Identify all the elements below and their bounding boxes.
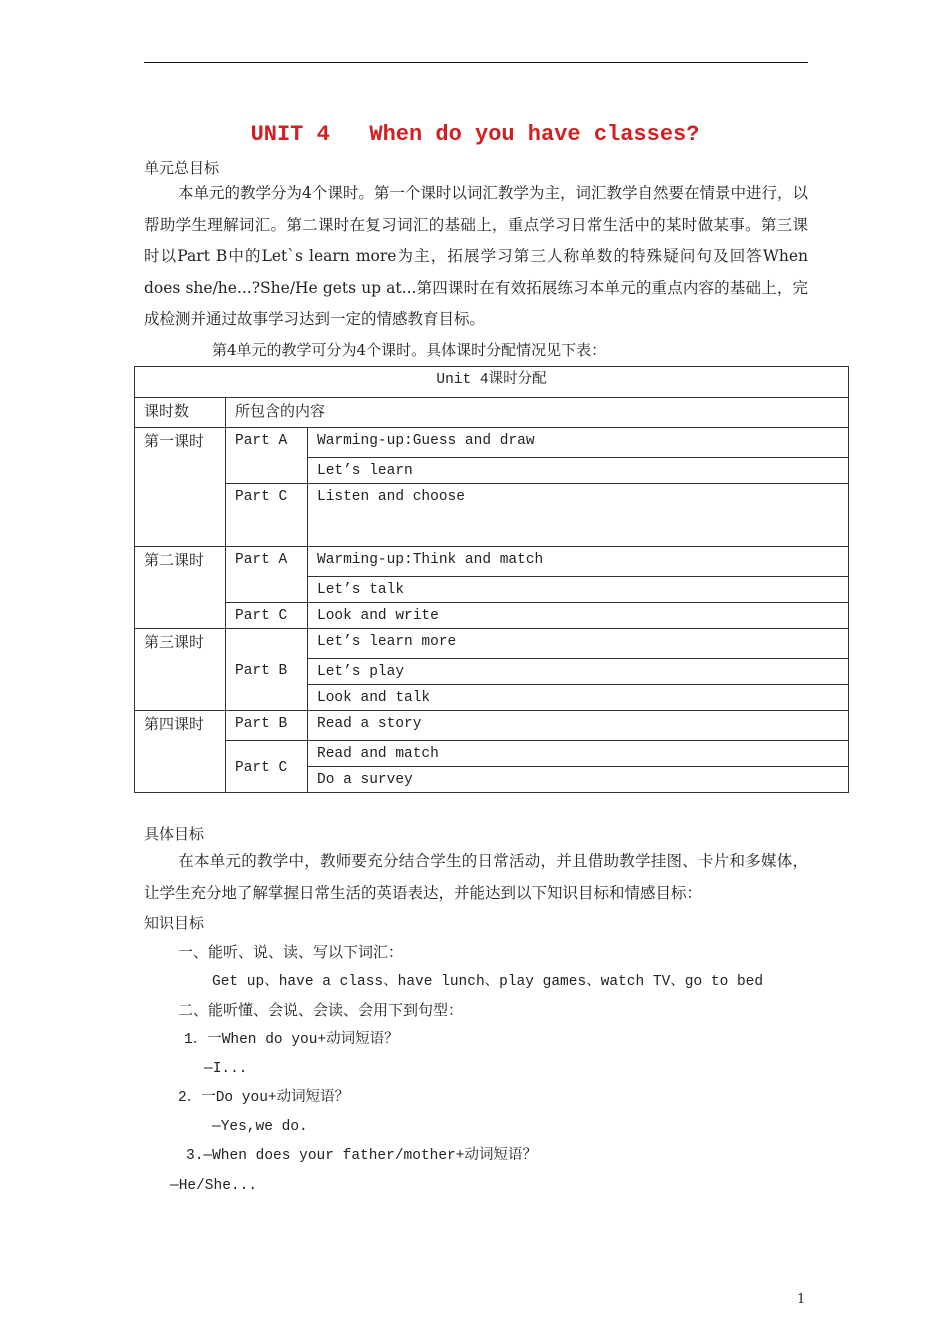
specific-goal-heading: 具体目标 [144, 825, 205, 843]
knowledge-heading: 知识目标 [144, 914, 205, 932]
part-cell: Part C [226, 484, 308, 547]
part-cell: Part C [226, 603, 308, 629]
part-cell: Part B [226, 629, 308, 711]
specific-paragraph-text: 在本单元的教学中，教师要充分结合学生的日常活动，并且借助教学挂图、卡片和多媒体，让学生充分地了解掌握日常生活的英语表达，并能达到以下知识目标和情感目标： [144, 852, 808, 902]
sentence-1-answer: —I... [204, 1061, 248, 1077]
header-rule [144, 62, 808, 63]
content-cell: Let’s talk [308, 577, 849, 603]
vocab-list: Get up、have a class、have lunch、play games、watch TV、go to bed [212, 974, 764, 990]
content-cell: Look and write [308, 603, 849, 629]
intro-paragraph [144, 178, 808, 336]
sentence-2: 2．一Do you+动词短语？ [178, 1090, 350, 1106]
content-cell: Warming-up:Think and match [308, 547, 849, 577]
lesson-3-cell: 第三课时 [135, 629, 226, 711]
vocab-point: 一、能听、说、读、写以下词汇： [178, 943, 404, 961]
lesson-schedule-table [134, 366, 849, 793]
content-cell: Let’s learn [308, 458, 849, 484]
sentence-1: 1．一When do you+动词短语？ [184, 1032, 399, 1048]
header-content: 所包含的内容 [226, 398, 849, 428]
intro-paragraph-text: 本单元的教学分为4个课时。第一个课时以词汇教学为主，词汇教学自然要在情景中进行，以帮助学生理解词汇。第二课时在复习词汇的基础上，重点学习日常生活中的某时做某事。第三课时以Part B中的Let`s learn more为主，拓展学习第三人称单数的特殊疑问句及回答When does she/he...?She/He gets up at...第四课时在有效拓展练习本单元的重点内容的基础上，完成检测并通过故事学习达到一定的情感教育目标。 [144, 184, 808, 328]
lesson-2-cell: 第二课时 [135, 547, 226, 629]
content-cell: Read and match [308, 741, 849, 767]
lesson-1-cell: 第一课时 [135, 428, 226, 547]
sentence-point: 二、能听懂、会说、会读、会用下到句型： [178, 1001, 464, 1019]
content-cell: Do a survey [308, 767, 849, 793]
page-title: UNIT 4 When do you have classes? [250, 122, 700, 147]
part-cell: Part B [226, 711, 308, 741]
content-cell: Look and talk [308, 685, 849, 711]
header-lesson: 课时数 [135, 398, 226, 428]
part-cell: Part C [226, 741, 308, 793]
content-cell: Let’s play [308, 659, 849, 685]
content-cell: Warming-up:Guess and draw [308, 428, 849, 458]
specific-paragraph [144, 846, 808, 909]
sentence-3-answer: —He/She... [170, 1178, 258, 1194]
sentence-2-answer: —Yes,we do. [212, 1119, 308, 1135]
sentence-3: 3.—When does your father/mother+动词短语？ [186, 1148, 537, 1164]
table-intro: 第4单元的教学可分为4个课时。具体课时分配情况见下表： [212, 341, 607, 359]
content-cell: Read a story [308, 711, 849, 741]
content-cell: Listen and choose [308, 484, 849, 547]
unit-goal-heading: 单元总目标 [144, 159, 220, 177]
table-caption: Unit 4课时分配 [135, 367, 849, 398]
content-cell: Let’s learn more [308, 629, 849, 659]
part-cell: Part A [226, 547, 308, 603]
lesson-4-cell: 第四课时 [135, 711, 226, 793]
part-cell: Part A [226, 428, 308, 484]
page-number: 1 [797, 1292, 806, 1307]
